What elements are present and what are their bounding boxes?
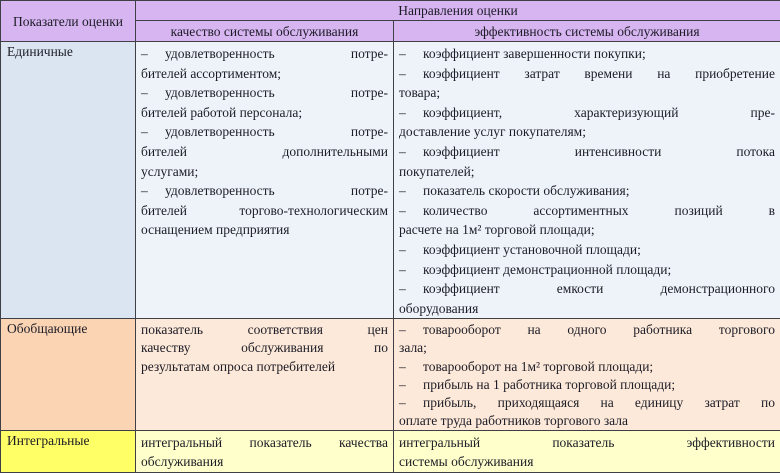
- dash-bullet: –: [399, 142, 423, 162]
- dash-bullet: –: [399, 376, 423, 394]
- dash-bullet: –: [399, 181, 423, 201]
- text-line: оплате труда работников торгового зала: [399, 412, 775, 430]
- text-line: – удовлетворенность потре-: [141, 181, 388, 201]
- table-row: [1, 42, 780, 319]
- text-line: – прибыль на 1 работника торговой площади;: [399, 376, 775, 394]
- efficiency-cell: [394, 42, 780, 319]
- row-label: Интегральные: [1, 430, 136, 472]
- dash-bullet: –: [399, 358, 423, 376]
- text-line: – показатель скорости обслуживания;: [399, 181, 775, 201]
- dash-bullet: –: [399, 240, 423, 260]
- text-line: – коэффициент завершенности покупки;: [399, 44, 775, 64]
- quality-cell: [136, 430, 394, 472]
- text-line: обслуживания: [141, 452, 388, 471]
- text-line: покупателей;: [399, 162, 775, 182]
- text-line: – коэффициент затрат времени на приобретение: [399, 64, 775, 84]
- text-line: показатель соответствия цен: [141, 321, 388, 339]
- header-row-top: [1, 1, 780, 21]
- text-line: услугами;: [141, 162, 388, 182]
- dash-bullet: –: [399, 394, 423, 412]
- text-line: – прибыль, приходящаяся на единицу затрат по: [399, 394, 775, 412]
- row-label: Единичные: [1, 42, 136, 319]
- text-line: – коэффициент, характеризующий пре-: [399, 103, 775, 123]
- subheader-efficiency: эффективность системы обслуживания: [394, 21, 780, 42]
- text-line: – удовлетворенность потре-: [141, 83, 388, 103]
- text-line: – товарооборот на одного работника торгового: [399, 321, 775, 339]
- row-label: Обобщающие: [1, 319, 136, 431]
- text-line: – коэффициент установочной площади;: [399, 240, 775, 260]
- text-line: бителей торгово-технологическим: [141, 201, 388, 221]
- header-indicators: Показатели оценки: [1, 1, 136, 42]
- dash-bullet: –: [141, 181, 165, 201]
- text-line: товара;: [399, 83, 775, 103]
- table-row: [1, 430, 780, 472]
- text-line: бителей ассортиментом;: [141, 64, 388, 84]
- table-row: [1, 319, 780, 431]
- table-body: [1, 42, 780, 473]
- quality-cell: [136, 42, 394, 319]
- text-line: интегральный показатель качества: [141, 433, 388, 452]
- dash-bullet: –: [399, 64, 423, 84]
- dash-bullet: –: [399, 103, 423, 123]
- dash-bullet: –: [399, 201, 423, 221]
- dash-bullet: –: [141, 83, 165, 103]
- text-line: зала;: [399, 339, 775, 357]
- dash-bullet: –: [399, 321, 423, 339]
- text-line: интегральный показатель эффективности: [399, 433, 775, 452]
- text-line: – удовлетворенность потре-: [141, 122, 388, 142]
- text-line: расчете на 1м² торговой площади;: [399, 220, 775, 240]
- efficiency-cell: [394, 319, 780, 431]
- text-line: доставление услуг покупателям;: [399, 122, 775, 142]
- subheader-quality: качество системы обслуживания: [136, 21, 394, 42]
- quality-cell: [136, 319, 394, 431]
- header-directions: Направления оценки: [136, 1, 780, 21]
- text-line: – удовлетворенность потре-: [141, 44, 388, 64]
- text-line: бителей дополнительными: [141, 142, 388, 162]
- text-line: – коэффициент интенсивности потока: [399, 142, 775, 162]
- text-line: оборудования: [399, 299, 775, 319]
- text-line: системы обслуживания: [399, 452, 775, 471]
- text-line: – коэффициент емкости демонстрационного: [399, 279, 775, 299]
- text-line: – количество ассортиментных позиций в: [399, 201, 775, 221]
- dash-bullet: –: [399, 260, 423, 280]
- text-line: – коэффициент демонстрационной площади;: [399, 260, 775, 280]
- dash-bullet: –: [399, 279, 423, 299]
- dash-bullet: –: [141, 44, 165, 64]
- text-line: бителей работой персонала;: [141, 103, 388, 123]
- efficiency-cell: [394, 430, 780, 472]
- dash-bullet: –: [141, 122, 165, 142]
- text-line: результатам опроса потребителей: [141, 358, 388, 376]
- text-line: качеству обслуживания по: [141, 339, 388, 357]
- dash-bullet: –: [399, 44, 423, 64]
- table-header: [1, 1, 780, 42]
- text-line: – товарооборот на 1м² торговой площади;: [399, 358, 775, 376]
- text-line: оснащением предприятия: [141, 220, 388, 240]
